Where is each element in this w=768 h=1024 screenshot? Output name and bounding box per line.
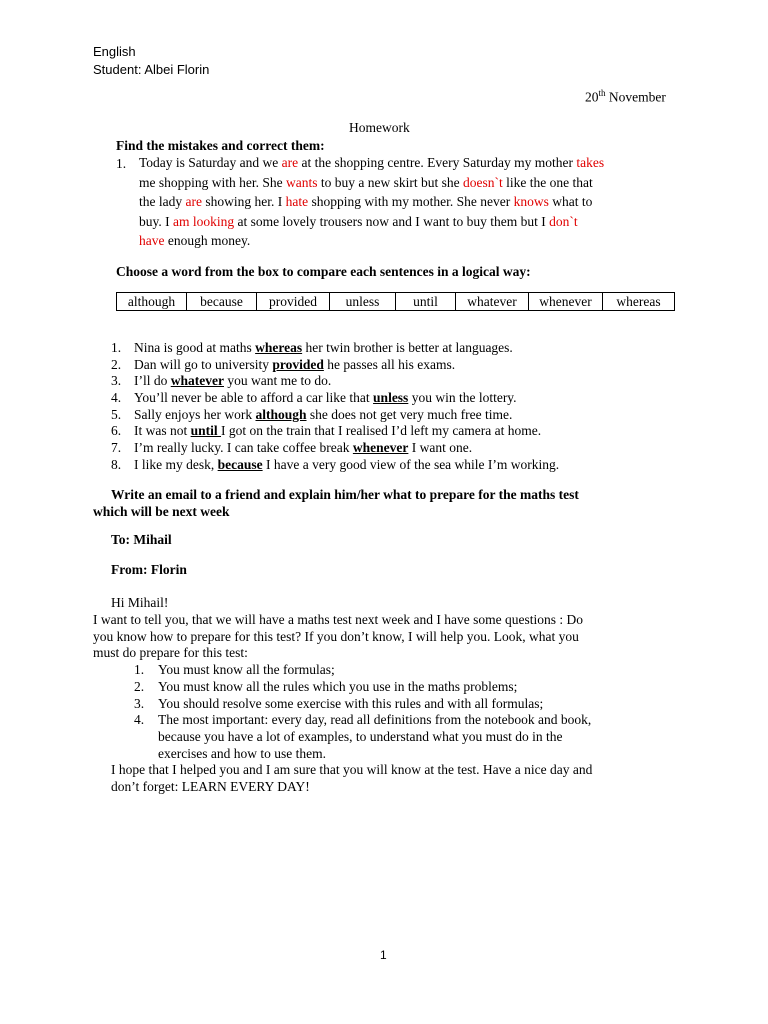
- ex1-line-5: have enough money.: [139, 233, 251, 248]
- correction: don`t: [549, 213, 578, 229]
- correction: hate: [285, 194, 309, 209]
- correction: am looking: [173, 213, 235, 229]
- ex1-line-3: the lady are showing her. I hate shopping with my mother. She never knows what to: [139, 194, 593, 209]
- word-box-cell: whatever: [456, 293, 529, 311]
- exercise1-text: [139, 155, 604, 249]
- page-number: 1: [380, 948, 387, 962]
- word-box-cell: until: [396, 293, 456, 311]
- answer: whenever: [352, 440, 409, 456]
- word-box-cell: because: [187, 293, 257, 311]
- page-title: Homework: [349, 120, 410, 135]
- answer: until: [190, 423, 222, 439]
- email-list-item-continued: exercises and how to use them.: [158, 746, 326, 761]
- answer: provided: [272, 356, 324, 372]
- correction: knows: [513, 194, 549, 209]
- date: [585, 88, 666, 106]
- email-to: To: Mihail: [111, 532, 172, 547]
- answer: because: [217, 456, 263, 472]
- email-closing-line: don’t forget: LEARN EVERY DAY!: [111, 779, 310, 794]
- student-name: Student: Albei Florin: [93, 62, 210, 77]
- answer: unless: [373, 390, 409, 406]
- answer: whereas: [255, 340, 303, 355]
- word-box: [116, 292, 675, 311]
- ex1-line-4: buy. I am looking at some lovely trousers now and I want to buy them but I don`t: [139, 213, 578, 229]
- ex1-line-2: me shopping with her. She wants to buy a new skirt but she doesn`t like the one that: [139, 174, 593, 190]
- correction: doesn`t: [462, 174, 503, 190]
- correction: are: [185, 194, 202, 209]
- date-day: 20: [585, 89, 599, 105]
- word-box-cell: whenever: [529, 293, 603, 311]
- date-month: November: [605, 89, 666, 105]
- email-body-line: must do prepare for this test:: [93, 645, 248, 660]
- correction: are: [281, 155, 299, 170]
- email-body-line: I want to tell you, that we will have a maths test next week and I have some questions : Do: [93, 612, 584, 627]
- word-box-cell: unless: [330, 293, 396, 311]
- correction: wants: [286, 174, 318, 190]
- answer: whatever: [170, 373, 224, 389]
- email-closing-line: I hope that I helped you and I am sure that you will know at the test. Have a nice day and: [111, 762, 593, 777]
- subject-label: English: [93, 44, 136, 59]
- exercise2-heading: Choose a word from the box to compare each sentences in a logical way:: [116, 264, 531, 279]
- word-box-cell: although: [117, 293, 187, 311]
- word-box-cell: provided: [257, 293, 330, 311]
- email-body-line: you know how to prepare for this test? If you don’t know, I will help you. Look, what you: [93, 629, 579, 644]
- ex1-line-1: Today is Saturday and we are at the shopping centre. Every Saturday my mother takes: [139, 155, 605, 170]
- exercise1-number: 1.: [116, 156, 127, 171]
- email-from: From: Florin: [111, 562, 187, 577]
- exercise3-heading-line1: Write an email to a friend and explain him/her what to prepare for the maths test: [111, 487, 579, 502]
- correction: have: [139, 233, 165, 248]
- exercise1-heading: Find the mistakes and correct them:: [116, 138, 325, 153]
- date-suffix: th: [598, 88, 606, 98]
- correction: takes: [576, 155, 605, 170]
- exercise3-heading-line2: which will be next week: [93, 504, 230, 519]
- answer: although: [255, 406, 307, 422]
- email-greeting: Hi Mihail!: [111, 595, 169, 610]
- email-list-item-continued: because you have a lot of examples, to understand what you must do in the: [158, 729, 563, 744]
- word-box-cell: whereas: [603, 293, 675, 311]
